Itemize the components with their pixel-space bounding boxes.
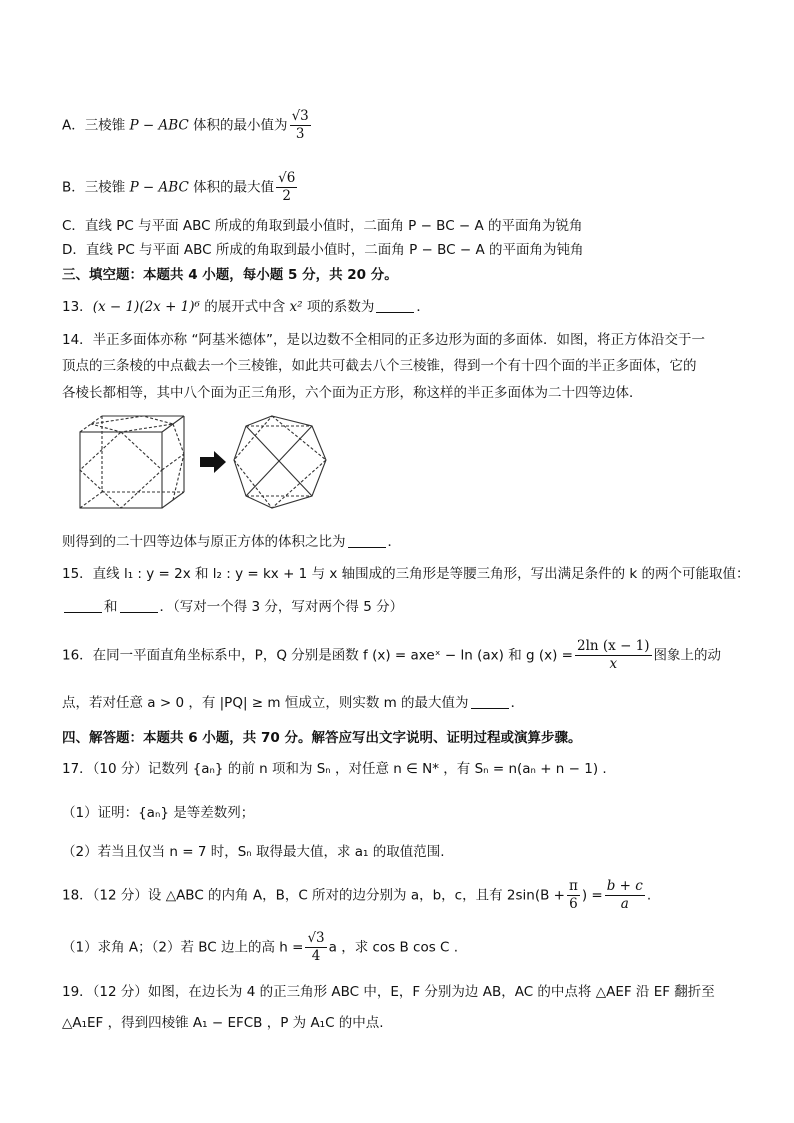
question-14-line-4: 则得到的二十四等边体与原正方体的体积之比为 ． — [62, 534, 401, 550]
option-b-expr: P − ABC — [129, 179, 189, 196]
cube-diagram — [80, 416, 184, 508]
cube-to-cuboctahedron-figure — [72, 412, 352, 512]
question-14-line-1: 14．半正多面体亦称 “阿基米德体”，是以边数不全相同的正多边形为面的多面体．如图，将正方体沿交于一 — [62, 332, 705, 348]
question-15-line-2: 和 ．（写对一个得 3 分，写对两个得 5 分） — [62, 598, 403, 616]
q18-fraction: $\frac{b + c}{a}$ — [606, 878, 643, 912]
question-18-line-2: （1）求角 A；（2）若 BC 边上的高 h = $\frac{√3}{4}$ a ，求 cos B cos C . — [62, 930, 459, 964]
option-a-mid: 体积的最小值为 — [188, 117, 288, 134]
question-14-line-2: 顶点的三条棱的中点截去一个三棱锥，如此共可截去八个三棱锥，得到一个有十四个面的半正多面体，它的 — [62, 358, 697, 374]
pi-over-6-fraction: $\frac{\pi}{6}$ — [568, 878, 578, 912]
option-b-mid: 体积的最大值 — [188, 179, 275, 196]
question-16-line-2: 点，若对任意 a > 0 ，有 |PQ| ≥ m 恒成立，则实数 m 的最大值为 ． — [62, 695, 525, 711]
option-c: C．直线 PC 与平面 ABC 所成的角取到最小值时，二面角 P − BC − A 的平面角为锐角 — [62, 218, 583, 234]
question-14-line-3: 各棱长都相等，其中八个面为正三角形，六个面为正方形，称这样的半正多面体为二十四等边体． — [62, 385, 643, 401]
question-17-part-1: （1）证明：{aₙ} 是等差数列； — [62, 805, 255, 821]
answer-blank[interactable] — [376, 299, 414, 313]
q13-expr: (x − 1)(2x + 1)⁶ — [92, 299, 200, 315]
option-a-fraction: $\frac{√3}{3}$ — [291, 108, 309, 142]
arrow-icon — [200, 451, 226, 473]
question-15-line-1: 15．直线 l₁ : y = 2x 和 l₂ : y = kx + 1 与 x 轴围成的三角形是等腰三角形，写出满足条件的 k 的两个可能取值： — [62, 566, 750, 582]
answer-blank[interactable] — [348, 534, 386, 548]
section-3-heading: 三、填空题：本题共 4 小题，每小题 5 分，共 20 分。 — [62, 267, 398, 283]
question-18-line-1: 18．（12 分）设 △ABC 的内角 A，B，C 所对的边分别为 a，b，c，且有 2sin(B + $\frac{\pi}{6}$ ) = $\frac{b + c}{a}$ . — [62, 878, 652, 912]
question-19-line-1: 19．（12 分）如图，在边长为 4 的正三角形 ABC 中，E，F 分别为边 AB，AC 的中点将 △AEF 沿 EF 翻折至 — [62, 984, 715, 1000]
section-4-heading: 四、解答题：本题共 6 小题，共 70 分。解答应写出文字说明、证明过程或演算步骤。 — [62, 730, 582, 746]
option-b-fraction: $\frac{√6}{2}$ — [278, 170, 296, 204]
answer-blank[interactable] — [64, 599, 102, 613]
height-fraction: $\frac{√3}{4}$ — [307, 930, 325, 964]
question-17-line-1: 17．（10 分）记数列 {aₙ} 的前 n 项和为 Sₙ ，对任意 n ∈ N* ，有 Sₙ = n(aₙ + n − 1) . — [62, 761, 607, 777]
option-a-expr: P − ABC — [129, 117, 189, 134]
question-17-part-2: （2）若当且仅当 n = 7 时，Sₙ 取得最大值，求 a₁ 的取值范围. — [62, 844, 445, 860]
cuboctahedron-diagram — [234, 416, 326, 508]
option-a-text: A．三棱锥 — [62, 117, 130, 134]
q16-fraction: $\frac{2\ln (x - 1)}{x}$ — [577, 638, 650, 672]
option-b-text: B．三棱锥 — [62, 179, 130, 196]
option-b — [62, 170, 299, 205]
question-13: 13．(x − 1)(2x + 1)⁶ 的展开式中含 x² 项的系数为 ． — [62, 299, 430, 315]
question-19-line-2: △A₁EF ，得到四棱锥 A₁ − EFCB ，P 为 A₁C 的中点. — [62, 1015, 384, 1031]
answer-blank[interactable] — [471, 695, 509, 709]
question-16-line-1: 16．在同一平面直角坐标系中，P，Q 分别是函数 f (x) = axeˣ − ln (ax) 和 g (x) = $\frac{2\ln (x - 1)}{x}$ 图象上的动 — [62, 638, 722, 672]
option-a — [62, 108, 313, 143]
answer-blank[interactable] — [120, 599, 158, 613]
option-d: D．直线 PC 与平面 ABC 所成的角取到最小值时，二面角 P − BC − A 的平面角为钝角 — [62, 242, 584, 258]
